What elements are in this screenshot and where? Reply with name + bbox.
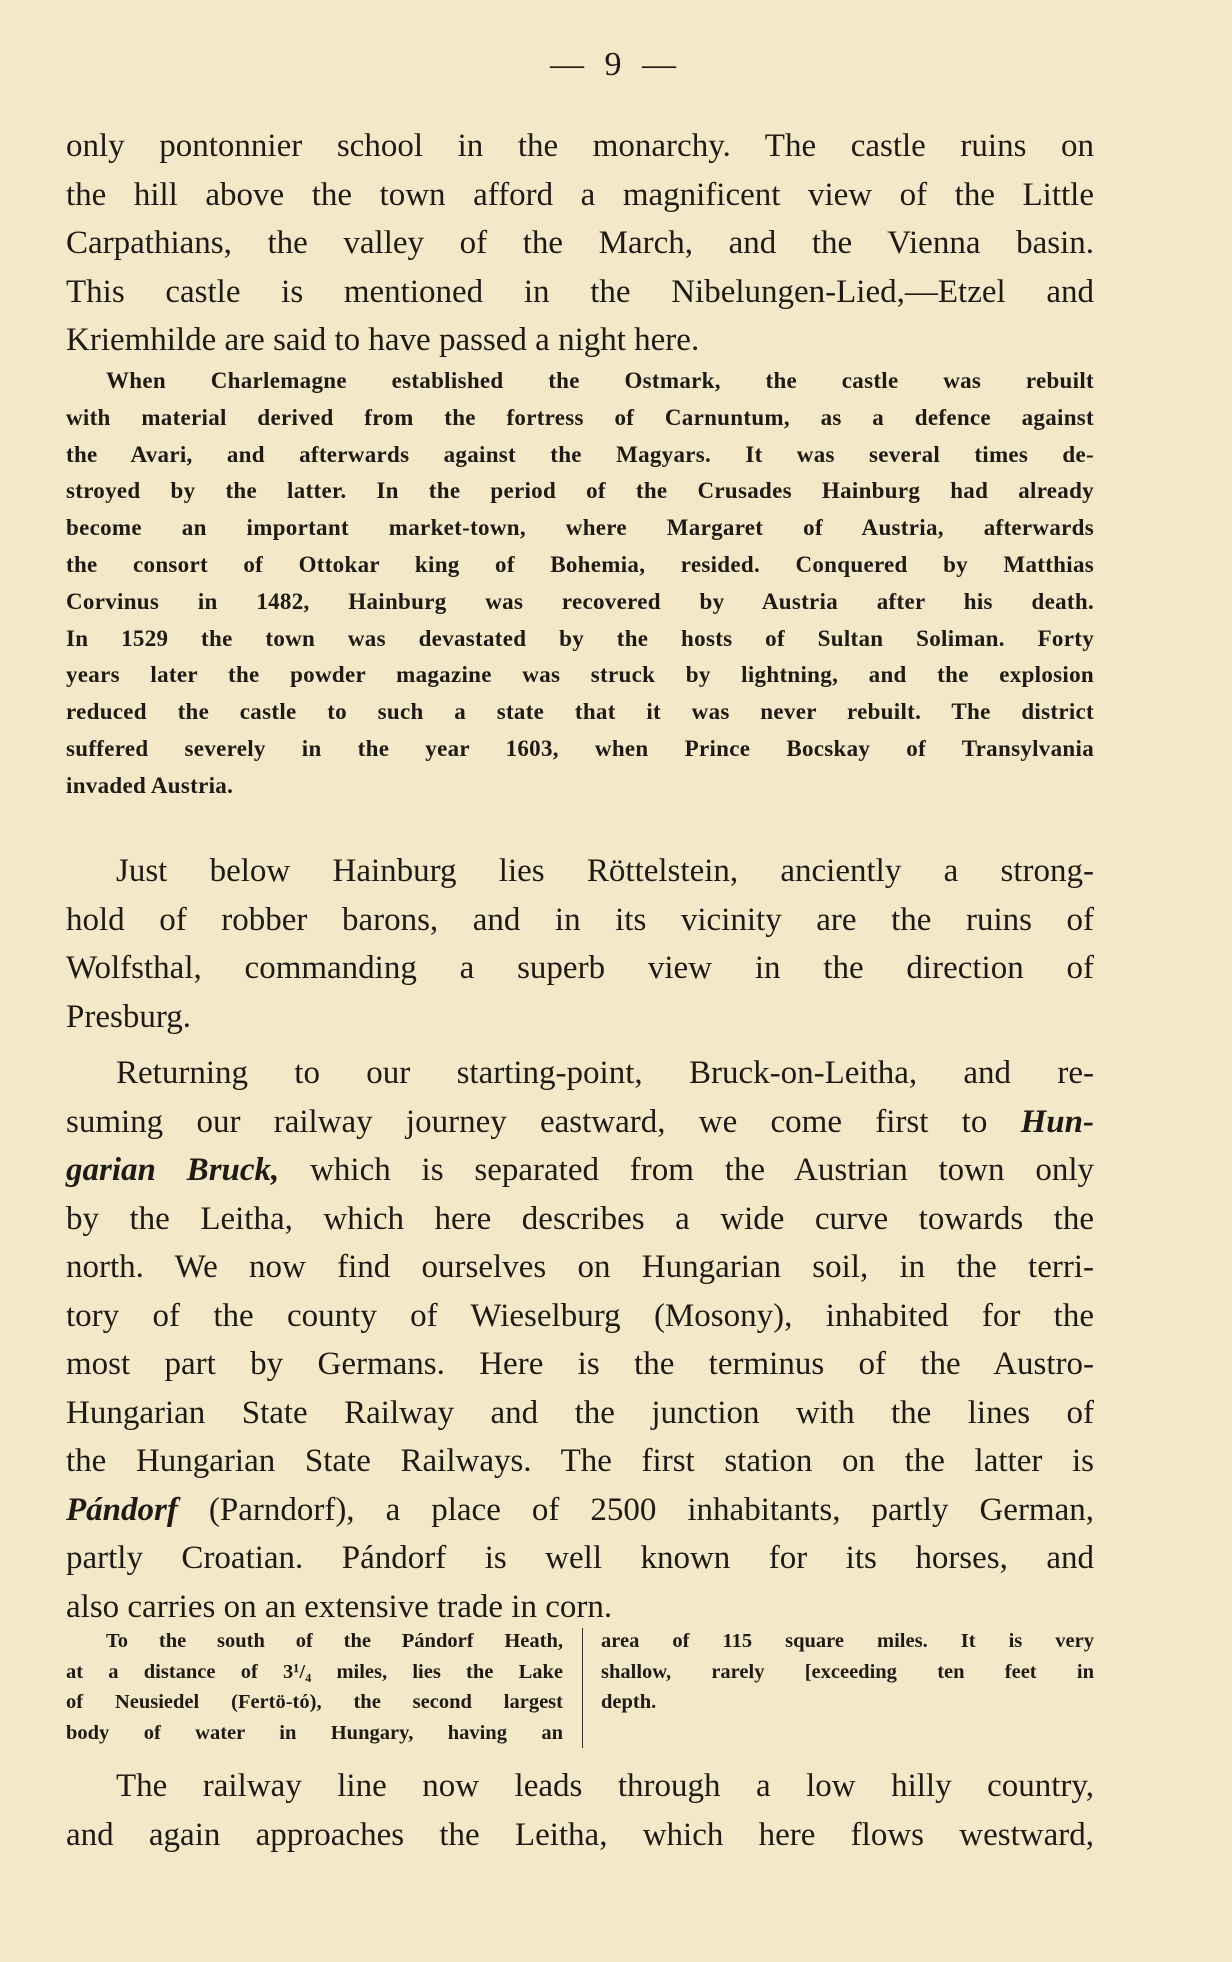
note-right-column <box>601 1626 1094 1718</box>
text-line: also carries on an extensive trade in corn. <box>66 1588 613 1625</box>
place-name-emphasis: garian Bruck, <box>66 1152 280 1188</box>
text-line: only pontonnier school in the monarchy. The castle ruins on <box>66 128 1094 164</box>
text-line <box>66 1486 1094 1535</box>
text-line: Wolfsthal, commanding a superb view in the direction of <box>66 950 1094 986</box>
text-line: shallow, rarely [exceeding ten feet in <box>601 1660 1094 1683</box>
text-line: When Charlemagne established the Ostmark, the castle was rebuilt <box>106 368 1094 393</box>
text-line: To the south of the Pándorf Heath, <box>106 1630 563 1652</box>
text-line: This castle is mentioned in the Nibelungen-Lied,—Etzel and <box>66 273 1094 310</box>
text-line: body of water in Hungary, having an <box>66 1721 563 1744</box>
text-line: north. We now find ourselves on Hungarian soil, in the terri- <box>66 1249 1094 1285</box>
text-line: Kriemhilde are said to have passed a night here. <box>66 322 700 358</box>
text-line: the Avari, and afterwards against the Magyars. It was several times de- <box>66 441 1094 467</box>
text-line <box>66 1146 1094 1195</box>
text-line: suffered severely in the year 1603, when Prince Bocskay of Transylvania <box>66 735 1094 761</box>
text-line: most part by Germans. Here is the terminus of the Austro- <box>66 1346 1094 1382</box>
paragraph-hungarian-bruck <box>66 1049 1094 1631</box>
text-line: Corvinus in 1482, Hainburg was recovered by Austria after his death. <box>66 588 1094 614</box>
text-segment: (Parndorf), a place of 2500 inhabitants, partly German, <box>177 1491 1094 1528</box>
text-line: become an important market-town, where Margaret of Austria, afterwards <box>66 515 1094 541</box>
text-line: The railway line now leads through a low hilly country, <box>116 1768 1094 1804</box>
text-line: Returning to our starting-point, Bruck-on-Leitha, and re- <box>116 1055 1094 1091</box>
paragraph-history-small-print <box>66 363 1094 805</box>
column-divider <box>582 1628 583 1748</box>
text-line: invaded Austria. <box>66 772 234 798</box>
text-line: the Hungarian State Railways. The first station on the latter is <box>66 1443 1094 1479</box>
text-line: at a distance of 3¹/₄ miles, lies the Lake <box>66 1660 563 1683</box>
text-line: by the Leitha, which here describes a wide curve towards the <box>66 1200 1094 1237</box>
text-line: and again approaches the Leitha, which here flows westward, <box>66 1816 1094 1853</box>
text-line: the hill above the town afford a magnificent view of the Little <box>66 176 1094 213</box>
paragraph-rottelstein <box>66 847 1094 1041</box>
text-line: hold of robber barons, and in its vicinity are the ruins of <box>66 901 1094 938</box>
place-name-emphasis: Pándorf <box>66 1491 178 1528</box>
paragraph-castle-ruins <box>66 122 1094 365</box>
place-name-emphasis: Hun- <box>1020 1103 1094 1140</box>
text-line: tory of the county of Wieselburg (Mosony), inhabited for the <box>66 1297 1094 1334</box>
text-line: the consort of Ottokar king of Bohemia, resided. Conquered by Matthias <box>66 551 1094 577</box>
text-line: area of 115 square miles. It is very <box>601 1630 1094 1652</box>
text-line: reduced the castle to such a state that it was never rebuilt. The district <box>66 699 1094 725</box>
text-line: Carpathians, the valley of the March, and the Vienna basin. <box>66 225 1094 261</box>
note-left-column <box>66 1626 563 1748</box>
text-segment: suming our railway journey eastward, we come first to <box>66 1103 1021 1140</box>
page-number: — 9 — <box>550 46 682 83</box>
text-line: stroyed by the latter. In the period of the Crusades Hainburg had already <box>66 478 1094 504</box>
text-line: Hungarian State Railway and the junction with the lines of <box>66 1394 1094 1431</box>
text-line <box>66 1098 1094 1147</box>
text-line: Presburg. <box>66 998 191 1035</box>
text-line: of Neusiedel (Fertö-tó), the second largest <box>66 1691 563 1713</box>
paragraph-railway-line <box>66 1762 1094 1859</box>
text-line: In 1529 the town was devastated by the hosts of Sultan Soliman. Forty <box>66 625 1094 651</box>
text-line: Just below Hainburg lies Röttelstein, anciently a strong- <box>116 853 1094 889</box>
text-line: years later the powder magazine was struck by lightning, and the explosion <box>66 662 1094 688</box>
text-segment: which is separated from the Austrian town only <box>279 1152 1094 1188</box>
text-line: with material derived from the fortress of Carnuntum, as a defence against <box>66 404 1094 430</box>
text-line: partly Croatian. Pándorf is well known for its horses, and <box>66 1540 1094 1576</box>
text-line: depth. <box>601 1691 657 1713</box>
